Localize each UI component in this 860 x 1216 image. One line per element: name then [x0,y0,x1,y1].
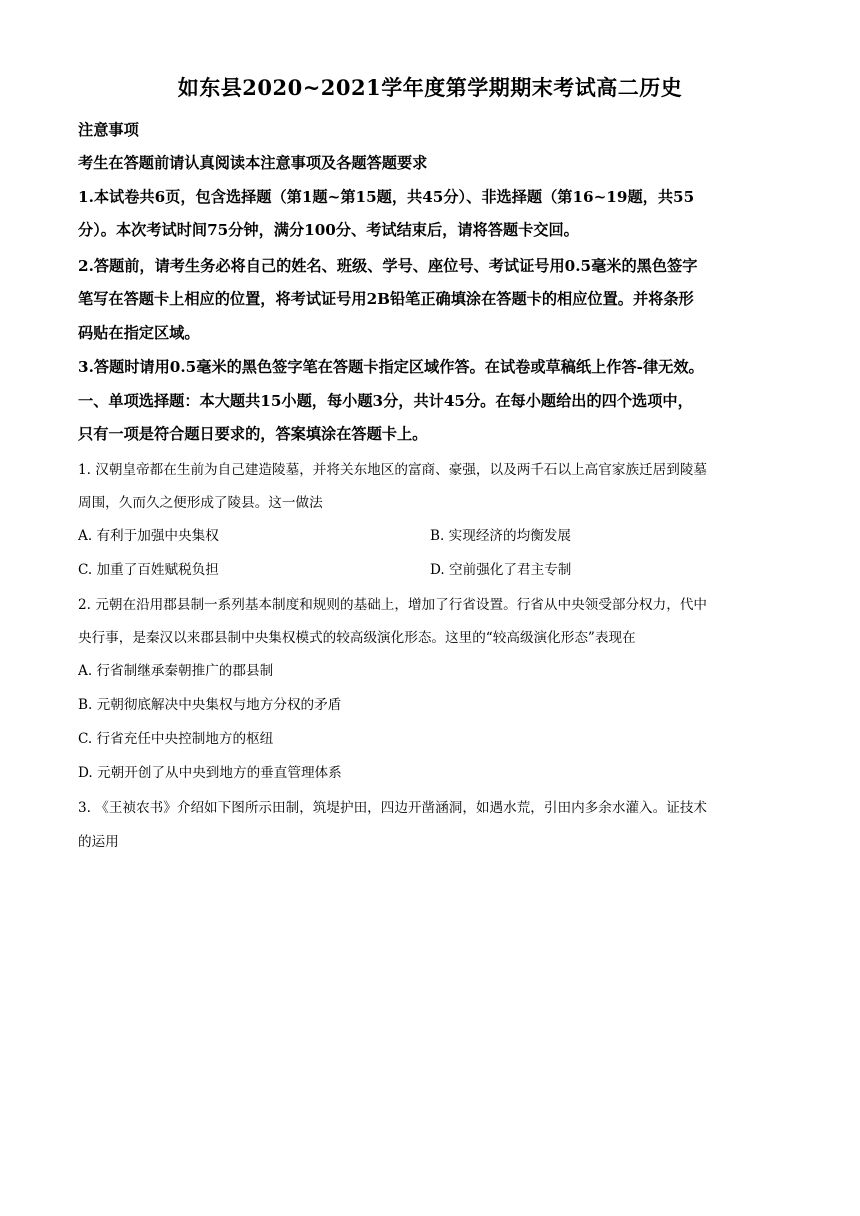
notice-item2-line1: 2.答题前，请考生务必将自己的姓名、班级、学号、座位号、考试证号用0.5毫米的黑色签字 [78,257,698,275]
notice-item2-line3: 码贴在指定区域。 [78,324,200,342]
q2-option-d: D. 元朝开创了从中央到地方的垂直管理体系 [78,765,342,781]
q1-option-d: D. 空前强化了君主专制 [430,562,572,578]
q1-stem-line1: 1. 汉朝皇帝都在生前为自己建造陵墓，并将关东地区的富商、豪强，以及两千石以上高官家族迁居到陵墓 [78,462,708,478]
q1-option-a: A. 有利于加强中央集权 [78,528,219,544]
q1-option-c: C. 加重了百姓赋税负担 [78,562,219,578]
exam-title: 如东县2020~2021学年度第学期期末考试高二历史 [177,75,683,100]
q2-option-b: B. 元朝彻底解决中央集权与地方分权的矛盾 [78,697,342,713]
q2-option-a: A. 行省制继承秦朝推广的郡县制 [78,663,274,679]
notice-heading: 注意事项 [78,121,139,139]
q3-stem-line1: 3. 《王祯农书》介绍如下图所示田制，筑堤护田，四边开凿涵洞，如遇水荒，引田内多余水灌入。证技术 [78,800,708,816]
q2-option-c: C. 行省充任中央控制地方的枢纽 [78,731,274,747]
q3-stem-line2: 的运用 [78,834,119,850]
notice-item2-line2: 笔写在答题卡上相应的位置，将考试证号用2B铅笔正确填涂在答题卡的相应位置。并将条形 [78,290,694,308]
notice-item1-line2: 分）。本次考试时间75分钟，满分100分、考试结束后，请将答题卡交回。 [78,221,579,239]
notice-item1-line1: 1.本试卷共6页，包含选择题（第1题~第15题，共45分）、非选择题（第16~19题，共55 [78,188,695,206]
section1-line2: 只有一项是符合题日要求的，答案填涂在答题卡上。 [78,425,428,443]
notice-intro: 考生在答题前请认真阅读本注意事项及各题答题要求 [78,154,428,172]
q2-stem-line2: 央行事，是秦汉以来郡县制中央集权模式的较高级演化形态。这里的“较高级演化形态”表现在 [78,630,636,646]
q1-option-b: B. 实现经济的均衡发展 [430,528,571,544]
notice-item3: 3.答题时请用0.5毫米的黑色签字笔在答题卡指定区域作答。在试卷或草稿纸上作答-律无效。 [78,358,704,376]
q1-stem-line2: 周围，久而久之便形成了陵县。这一做法 [78,495,323,511]
section1-line1: 一、单项选择题：本大题共15小题，每小题3分，共计45分。在每小题给出的四个选项中， [78,392,693,410]
q2-stem-line1: 2. 元朝在沿用郡县制一系列基本制度和规则的基础上，增加了行省设置。行省从中央领受部分权力，代中 [78,597,708,613]
